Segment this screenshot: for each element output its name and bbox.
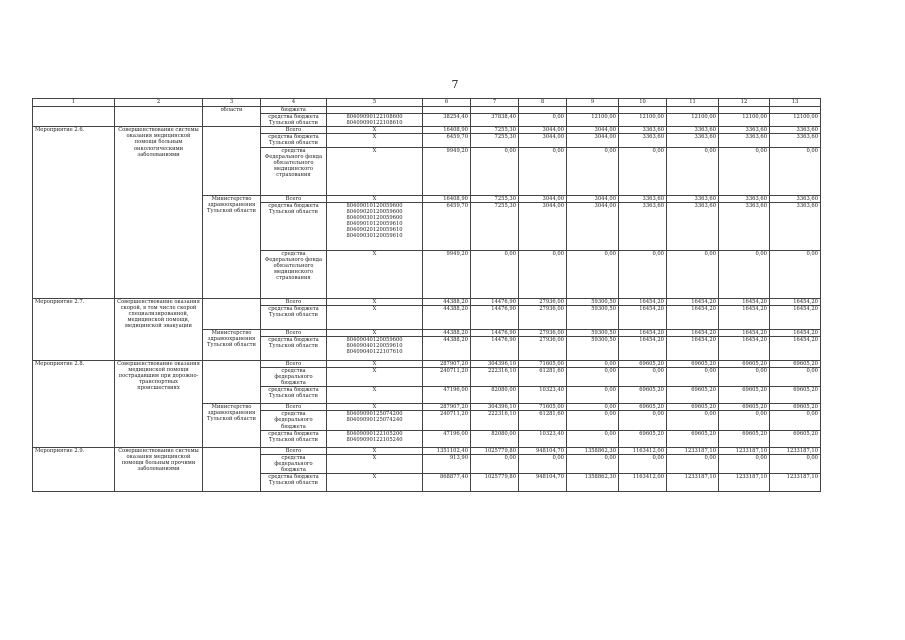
responsible-cell: [203, 360, 261, 403]
amount-cell: 69605,20: [719, 360, 770, 367]
amount-cell: 1025779,80: [471, 447, 519, 454]
amount-cell: 3363,60: [619, 127, 667, 134]
responsible-cell: [203, 447, 261, 491]
amount-cell: 0,00: [719, 147, 770, 195]
table-row: [33, 298, 821, 305]
amount-cell: 0,00: [719, 250, 770, 298]
amount-cell: 27936,00: [519, 329, 567, 336]
amount-cell: 0,00: [770, 147, 821, 195]
funding-source: средства бюджета Тульской области: [261, 114, 327, 127]
amount-cell: 0,00: [519, 250, 567, 298]
amount-cell: 14476,90: [471, 305, 519, 329]
amount-cell: 7255,30: [471, 195, 519, 202]
budget-code: X: [327, 367, 423, 386]
amount-cell: 1351102,40: [423, 447, 471, 454]
amount-cell: 304396,10: [471, 360, 519, 367]
amount-cell: 71605,00: [519, 360, 567, 367]
amount-cell: 0,00: [567, 430, 619, 447]
amount-cell: 37838,40: [471, 114, 519, 127]
empty-cell: [519, 107, 567, 114]
amount-cell: 3363,60: [770, 127, 821, 134]
amount-cell: 82080,00: [471, 430, 519, 447]
funding-source: средства бюджета Тульской области: [261, 387, 327, 404]
amount-cell: 948104,70: [519, 473, 567, 491]
amount-cell: 16454,20: [619, 329, 667, 336]
funding-source: средства Федерального фонда обязательного медицинского страхования: [261, 250, 327, 298]
budget-code: X: [327, 387, 423, 404]
funding-source: Всего: [261, 298, 327, 305]
amount-cell: 6459,70: [423, 202, 471, 250]
table-row: [33, 107, 821, 114]
column-header: 3: [203, 99, 261, 107]
amount-cell: 71605,00: [519, 404, 567, 411]
amount-cell: 3044,00: [519, 134, 567, 147]
amount-cell: 9949,20: [423, 147, 471, 195]
amount-cell: 16454,20: [719, 336, 770, 360]
amount-cell: 0,00: [770, 411, 821, 430]
amount-cell: 0,00: [667, 147, 719, 195]
amount-cell: 69605,20: [667, 404, 719, 411]
amount-cell: 0,00: [471, 454, 519, 473]
amount-cell: 0,00: [619, 367, 667, 386]
amount-cell: 3363,60: [770, 195, 821, 202]
amount-cell: 1233187,10: [719, 447, 770, 454]
amount-cell: 44388,20: [423, 305, 471, 329]
amount-cell: 3044,00: [567, 202, 619, 250]
amount-cell: 38254,40: [423, 114, 471, 127]
amount-cell: 7255,30: [471, 202, 519, 250]
funding-source: бюджета: [261, 107, 327, 114]
amount-cell: 0,00: [567, 147, 619, 195]
amount-cell: 59300,50: [567, 305, 619, 329]
budget-code: X: [327, 127, 423, 134]
amount-cell: 222316,10: [471, 411, 519, 430]
empty-cell: [423, 107, 471, 114]
amount-cell: 69605,20: [667, 430, 719, 447]
amount-cell: 16454,20: [619, 336, 667, 360]
funding-source: средства бюджета Тульской области: [261, 134, 327, 147]
amount-cell: 0,00: [567, 411, 619, 430]
funding-source: Всего: [261, 329, 327, 336]
amount-cell: 1358862,30: [567, 447, 619, 454]
amount-cell: 12100,00: [619, 114, 667, 127]
amount-cell: 3363,60: [667, 127, 719, 134]
funding-source: средства бюджета Тульской области: [261, 202, 327, 250]
measure-name: Мероприятие 2.7.: [33, 298, 115, 360]
budget-code: 80409090122108600 80409090122108610: [327, 114, 423, 127]
column-header: 8: [519, 99, 567, 107]
amount-cell: 0,00: [619, 250, 667, 298]
column-header: 13: [770, 99, 821, 107]
amount-cell: 69605,20: [770, 430, 821, 447]
responsible-cell: [203, 298, 261, 329]
amount-cell: 0,00: [567, 454, 619, 473]
column-header: 11: [667, 99, 719, 107]
amount-cell: 3363,60: [770, 202, 821, 250]
description-cell: [115, 107, 203, 127]
column-header: 12: [719, 99, 770, 107]
amount-cell: 16454,20: [719, 298, 770, 305]
amount-cell: 3044,00: [567, 127, 619, 134]
table-row: [33, 127, 821, 134]
funding-source: Всего: [261, 447, 327, 454]
amount-cell: 0,00: [619, 454, 667, 473]
funding-source: средства бюджета Тульской области: [261, 305, 327, 329]
amount-cell: 222316,10: [471, 367, 519, 386]
budget-code: X: [327, 147, 423, 195]
amount-cell: 16408,90: [423, 195, 471, 202]
amount-cell: 3363,60: [667, 195, 719, 202]
funding-source: средства федерального бюджета: [261, 454, 327, 473]
amount-cell: 0,00: [667, 367, 719, 386]
column-header: 2: [115, 99, 203, 107]
amount-cell: 16454,20: [770, 329, 821, 336]
amount-cell: 61281,60: [519, 367, 567, 386]
amount-cell: 59300,50: [567, 336, 619, 360]
amount-cell: 0,00: [519, 147, 567, 195]
amount-cell: 7255,30: [471, 127, 519, 134]
budget-code: X: [327, 134, 423, 147]
amount-cell: 9949,20: [423, 250, 471, 298]
amount-cell: 12100,00: [770, 114, 821, 127]
amount-cell: 3363,60: [770, 134, 821, 147]
responsible-cell: Министерство здравоохранения Тульской области: [203, 195, 261, 298]
page-number: 7: [451, 78, 459, 91]
amount-cell: 69605,20: [719, 404, 770, 411]
amount-cell: 69605,20: [667, 387, 719, 404]
amount-cell: 0,00: [719, 411, 770, 430]
amount-cell: 44388,20: [423, 336, 471, 360]
amount-cell: 3363,60: [667, 134, 719, 147]
amount-cell: 3044,00: [519, 202, 567, 250]
amount-cell: 69605,20: [619, 430, 667, 447]
amount-cell: 3044,00: [567, 195, 619, 202]
column-header: 4: [261, 99, 327, 107]
amount-cell: 1233187,10: [667, 473, 719, 491]
amount-cell: 0,00: [770, 367, 821, 386]
column-header: 5: [327, 99, 423, 107]
amount-cell: 0,00: [667, 411, 719, 430]
amount-cell: 3363,60: [719, 202, 770, 250]
amount-cell: 7255,30: [471, 134, 519, 147]
empty-cell: [327, 107, 423, 114]
measure-description: Совершенствование системы оказания медицинской помощи больным прочими заболеваниями: [115, 447, 203, 491]
amount-cell: 16454,20: [667, 298, 719, 305]
amount-cell: 6459,70: [423, 134, 471, 147]
empty-cell: [619, 107, 667, 114]
amount-cell: 287907,20: [423, 360, 471, 367]
budget-code: X: [327, 360, 423, 367]
amount-cell: 16454,20: [667, 329, 719, 336]
amount-cell: 0,00: [567, 387, 619, 404]
amount-cell: 69605,20: [667, 360, 719, 367]
funding-source: средства Федерального фонда обязательного медицинского страхования: [261, 147, 327, 195]
amount-cell: 69605,20: [619, 360, 667, 367]
amount-cell: 16454,20: [770, 298, 821, 305]
amount-cell: 0,00: [770, 250, 821, 298]
table-row: [33, 360, 821, 367]
amount-cell: 1163412,00: [619, 473, 667, 491]
empty-cell: [567, 107, 619, 114]
budget-code: X: [327, 447, 423, 454]
amount-cell: 0,00: [519, 454, 567, 473]
amount-cell: 0,00: [471, 147, 519, 195]
amount-cell: 12100,00: [719, 114, 770, 127]
budget-code: 80409010120059600 80409020120059600 80409030120059600 80409010120059610 80409020120059610 80409030120059610: [327, 202, 423, 250]
measure-description: Совершенствование системы оказания медицинской помощи больным онкологическими заболеваниями: [115, 127, 203, 298]
amount-cell: 1163412,00: [619, 447, 667, 454]
empty-cell: [667, 107, 719, 114]
column-header: 9: [567, 99, 619, 107]
amount-cell: 1233187,10: [667, 447, 719, 454]
funding-source: средства бюджета Тульской области: [261, 336, 327, 360]
budget-code: 80409090122105200 80409090122105240: [327, 430, 423, 447]
amount-cell: 3363,60: [619, 195, 667, 202]
amount-cell: 10323,40: [519, 430, 567, 447]
amount-cell: 3044,00: [567, 134, 619, 147]
funding-source: Всего: [261, 360, 327, 367]
amount-cell: 0,00: [719, 367, 770, 386]
amount-cell: 0,00: [619, 411, 667, 430]
amount-cell: 16454,20: [719, 329, 770, 336]
amount-cell: 287907,20: [423, 404, 471, 411]
funding-source: Всего: [261, 195, 327, 202]
amount-cell: 304396,10: [471, 404, 519, 411]
amount-cell: 16454,20: [619, 298, 667, 305]
amount-cell: 3363,60: [619, 134, 667, 147]
budget-code: X: [327, 454, 423, 473]
budget-code: X: [327, 298, 423, 305]
amount-cell: 0,00: [519, 114, 567, 127]
amount-cell: 1233187,10: [770, 473, 821, 491]
measure-description: Совершенствование оказания скорой, в том числе скорой специализированной, медицинской помощи, медицинской эвакуации: [115, 298, 203, 360]
amount-cell: 47196,00: [423, 430, 471, 447]
amount-cell: 0,00: [719, 454, 770, 473]
funding-source: средства бюджета Тульской области: [261, 430, 327, 447]
amount-cell: 0,00: [471, 250, 519, 298]
header-row: [33, 99, 821, 107]
amount-cell: 3363,60: [619, 202, 667, 250]
empty-cell: [471, 107, 519, 114]
amount-cell: 1233187,10: [719, 473, 770, 491]
funding-table: [32, 98, 821, 492]
empty-cell: [719, 107, 770, 114]
funding-source: Всего: [261, 127, 327, 134]
amount-cell: 69605,20: [770, 404, 821, 411]
amount-cell: 27936,00: [519, 305, 567, 329]
column-header: 7: [471, 99, 519, 107]
name-cell: [33, 107, 115, 127]
amount-cell: 0,00: [770, 454, 821, 473]
funding-source: средства федерального бюджета: [261, 411, 327, 430]
amount-cell: 10323,40: [519, 387, 567, 404]
amount-cell: 868877,40: [423, 473, 471, 491]
amount-cell: 0,00: [567, 404, 619, 411]
amount-cell: 3044,00: [519, 127, 567, 134]
amount-cell: 0,00: [667, 250, 719, 298]
amount-cell: 948104,70: [519, 447, 567, 454]
amount-cell: 27936,00: [519, 298, 567, 305]
funding-source: средства бюджета Тульской области: [261, 473, 327, 491]
column-header: 6: [423, 99, 471, 107]
budget-code: X: [327, 250, 423, 298]
amount-cell: 44388,20: [423, 298, 471, 305]
amount-cell: 0,00: [619, 147, 667, 195]
responsible-cell: Министерство здравоохранения Тульской области: [203, 329, 261, 360]
responsible-cell: [203, 127, 261, 195]
measure-name: Мероприятие 2.9.: [33, 447, 115, 491]
empty-cell: [770, 107, 821, 114]
amount-cell: 16408,90: [423, 127, 471, 134]
measure-description: Совершенствование оказания медицинской помощи пострадавшим при дорожно-транспортных происшествиях: [115, 360, 203, 447]
amount-cell: 16454,20: [770, 305, 821, 329]
amount-cell: 16454,20: [770, 336, 821, 360]
amount-cell: 0,00: [567, 250, 619, 298]
column-header: 10: [619, 99, 667, 107]
amount-cell: 69605,20: [770, 387, 821, 404]
amount-cell: 27936,00: [519, 336, 567, 360]
measure-name: Мероприятие 2.6.: [33, 127, 115, 298]
amount-cell: 0,00: [667, 454, 719, 473]
budget-code: X: [327, 329, 423, 336]
amount-cell: 16454,20: [619, 305, 667, 329]
amount-cell: 913,90: [423, 454, 471, 473]
amount-cell: 69605,20: [719, 387, 770, 404]
amount-cell: 1025779,80: [471, 473, 519, 491]
column-header: 1: [33, 99, 115, 107]
table-row: [33, 447, 821, 454]
funding-source: Всего: [261, 404, 327, 411]
amount-cell: 0,00: [567, 367, 619, 386]
amount-cell: 69605,20: [619, 387, 667, 404]
budget-code: X: [327, 473, 423, 491]
amount-cell: 240711,20: [423, 367, 471, 386]
amount-cell: 3363,60: [719, 127, 770, 134]
amount-cell: 14476,90: [471, 336, 519, 360]
amount-cell: 3363,60: [719, 195, 770, 202]
amount-cell: 69605,20: [770, 360, 821, 367]
amount-cell: 59300,50: [567, 298, 619, 305]
amount-cell: 14476,90: [471, 329, 519, 336]
amount-cell: 3363,60: [667, 202, 719, 250]
budget-code: 80409090125074200 80409090125074240: [327, 411, 423, 430]
responsible-cell: области: [203, 107, 261, 127]
amount-cell: 69605,20: [619, 404, 667, 411]
amount-cell: 69605,20: [719, 430, 770, 447]
budget-code: X: [327, 305, 423, 329]
amount-cell: 16454,20: [667, 305, 719, 329]
amount-cell: 61281,60: [519, 411, 567, 430]
amount-cell: 240711,20: [423, 411, 471, 430]
amount-cell: 12100,00: [567, 114, 619, 127]
amount-cell: 14476,90: [471, 298, 519, 305]
funding-source: средства федерального бюджета: [261, 367, 327, 386]
amount-cell: 59300,50: [567, 329, 619, 336]
budget-code: X: [327, 195, 423, 202]
table-body: [33, 99, 821, 492]
amount-cell: 47196,00: [423, 387, 471, 404]
amount-cell: 1358862,30: [567, 473, 619, 491]
responsible-cell: Министерство здравоохранения Тульской области: [203, 404, 261, 447]
amount-cell: 16454,20: [719, 305, 770, 329]
amount-cell: 16454,20: [667, 336, 719, 360]
budget-code: X: [327, 404, 423, 411]
amount-cell: 12100,00: [667, 114, 719, 127]
amount-cell: 3044,00: [519, 195, 567, 202]
amount-cell: 82080,00: [471, 387, 519, 404]
amount-cell: 0,00: [567, 360, 619, 367]
amount-cell: 1233187,10: [770, 447, 821, 454]
budget-code: 80409040120059600 80409040120059610 80409040122107610: [327, 336, 423, 360]
measure-name: Мероприятие 2.8.: [33, 360, 115, 447]
amount-cell: 3363,60: [719, 134, 770, 147]
amount-cell: 44388,20: [423, 329, 471, 336]
